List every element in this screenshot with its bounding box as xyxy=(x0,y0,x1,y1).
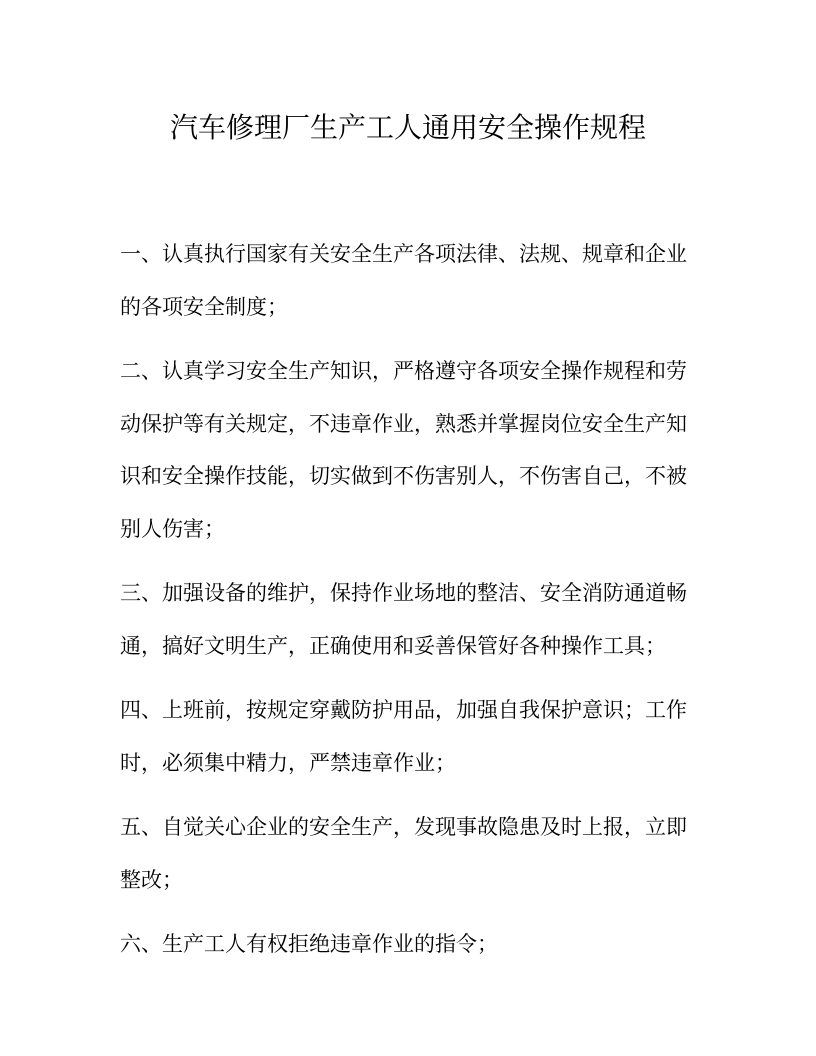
text-line: 五、自觉关心企业的安全生产，发现事故隐患及时上报，立即 xyxy=(120,815,687,839)
text-line: 通，搞好文明生产，正确使用和妥善保管好各种操作工具； xyxy=(120,633,666,658)
document-title: 汽车修理厂生产工人通用安全操作规程 xyxy=(169,111,646,144)
paragraph-3 xyxy=(120,567,700,672)
document-body xyxy=(120,228,700,983)
text-line: 时，必须集中精力，严禁违章作业； xyxy=(120,750,456,775)
text-line: 动保护等有关规定，不违章作业，熟悉并掌握岗位安全生产知 xyxy=(120,411,687,436)
paragraph-2 xyxy=(120,345,700,555)
text-line: 识和安全操作技能，切实做到不伤害别人，不伤害自己，不被 xyxy=(120,464,687,488)
paragraph-1 xyxy=(120,228,700,333)
paragraph-4 xyxy=(120,684,700,789)
text-line: 三、加强设备的维护，保持作业场地的整洁、安全消防通道畅 xyxy=(120,581,687,605)
text-line: 别人伤害； xyxy=(120,516,225,541)
text-line: 六、生产工人有权拒绝违章作业的指令； xyxy=(120,932,498,956)
text-line: 四、上班前，按规定穿戴防护用品，加强自我保护意识；工作 xyxy=(120,698,687,722)
text-line: 二、认真学习安全生产知识，严格遵守各项安全操作规程和劳 xyxy=(120,359,687,383)
paragraph-5 xyxy=(120,801,700,906)
text-line: 一、认真执行国家有关安全生产各项法律、法规、规章和企业 xyxy=(120,242,687,266)
text-line: 的各项安全制度； xyxy=(120,294,288,319)
text-line: 整改； xyxy=(120,867,183,892)
paragraph-6 xyxy=(120,918,700,971)
